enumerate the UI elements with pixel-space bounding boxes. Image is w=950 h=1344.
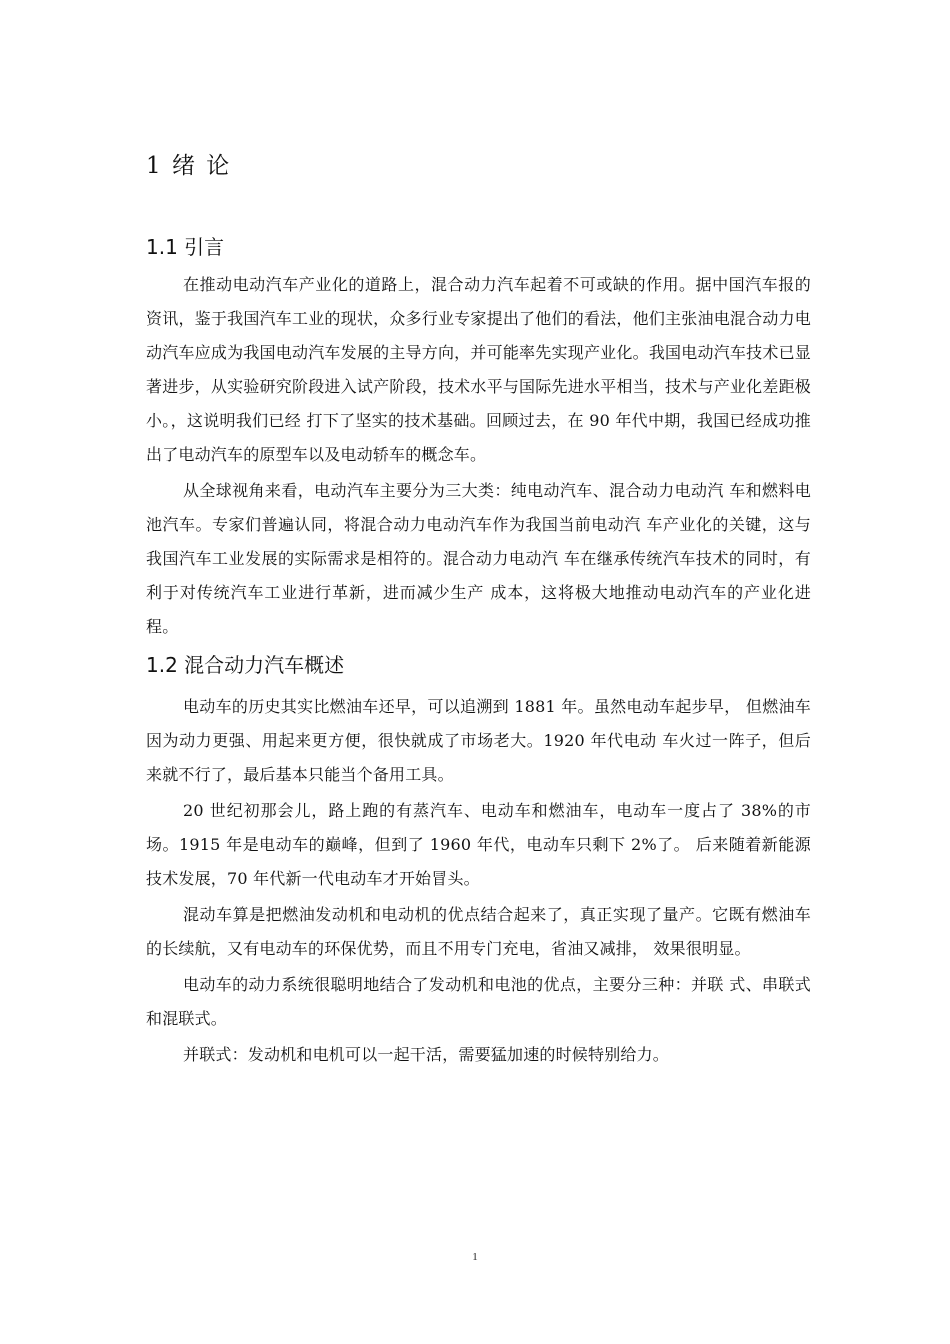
section-title-hybrid-overview: 1.2 混合动力汽车概述: [146, 653, 345, 677]
paragraph: 20 世纪初那会儿，路上跑的有蒸汽车、电动车和燃油车，电动车一度占了 38%的市场。1915 年是电动车的巅峰，但到了 1960 年代，电动车只剩下 2%了。 后来随着新能源技术发展，70 年代新一代电动车才开始冒头。: [146, 801, 811, 888]
page-number: 1: [472, 1251, 478, 1263]
paragraph: 混动车算是把燃油发动机和电动机的优点结合起来了，真正实现了量产。它既有燃油车的长续航，又有电动车的环保优势，而且不用专门充电，省油又减排， 效果很明显。: [146, 905, 811, 958]
paragraph: 电动车的动力系统很聪明地结合了发动机和电池的优点，主要分三种：并联 式、串联式和混联式。: [146, 975, 811, 1028]
paragraph: 在推动电动汽车产业化的道路上，混合动力汽车起着不可或缺的作用。据中国汽车报的资讯，鉴于我国汽车工业的现状，众多行业专家提出了他们的看法，他们主张油电混合动力电动汽车应成为我国电动汽车发展的主导方向，并可能率先实现产业化。我国电动汽车技术已显著进步，从实验研究阶段进入试产阶段，技术水平与国际先进水平相当，技术与产业化差距极小。，这说明我们已经 打下了坚实的技术基础。回顾过去，在 90 年代中期，我国已经成功推出了电动汽车的原型车以及电动轿车的概念车。: [146, 275, 811, 464]
page-content: [146, 148, 811, 1074]
section-title-intro: 1.1 引言: [146, 235, 225, 259]
paragraph: 从全球视角来看，电动汽车主要分为三大类：纯电动汽车、混合动力电动汽 车和燃料电池汽车。专家们普遍认同，将混合动力电动汽车作为我国当前电动汽 车产业化的关键，这与我国汽车工业发展的实际需求是相符的。混合动力电动汽 车在继承传统汽车技术的同时，有利于对传统汽车工业进行革新，进而减少生产 成本，这将极大地推动电动汽车的产业化进程。: [146, 481, 811, 636]
paragraph: 并联式：发动机和电机可以一起干活，需要猛加速的时候特别给力。: [183, 1045, 670, 1064]
chapter-title: 1 绪 论: [146, 153, 232, 179]
paragraph: 电动车的历史其实比燃油车还早，可以追溯到 1881 年。虽然电动车起步早， 但燃油车因为动力更强、用起来更方便，很快就成了市场老大。1920 年代电动 车火过一阵子，但后来就不行了，最后基本只能当个备用工具。: [146, 697, 811, 784]
